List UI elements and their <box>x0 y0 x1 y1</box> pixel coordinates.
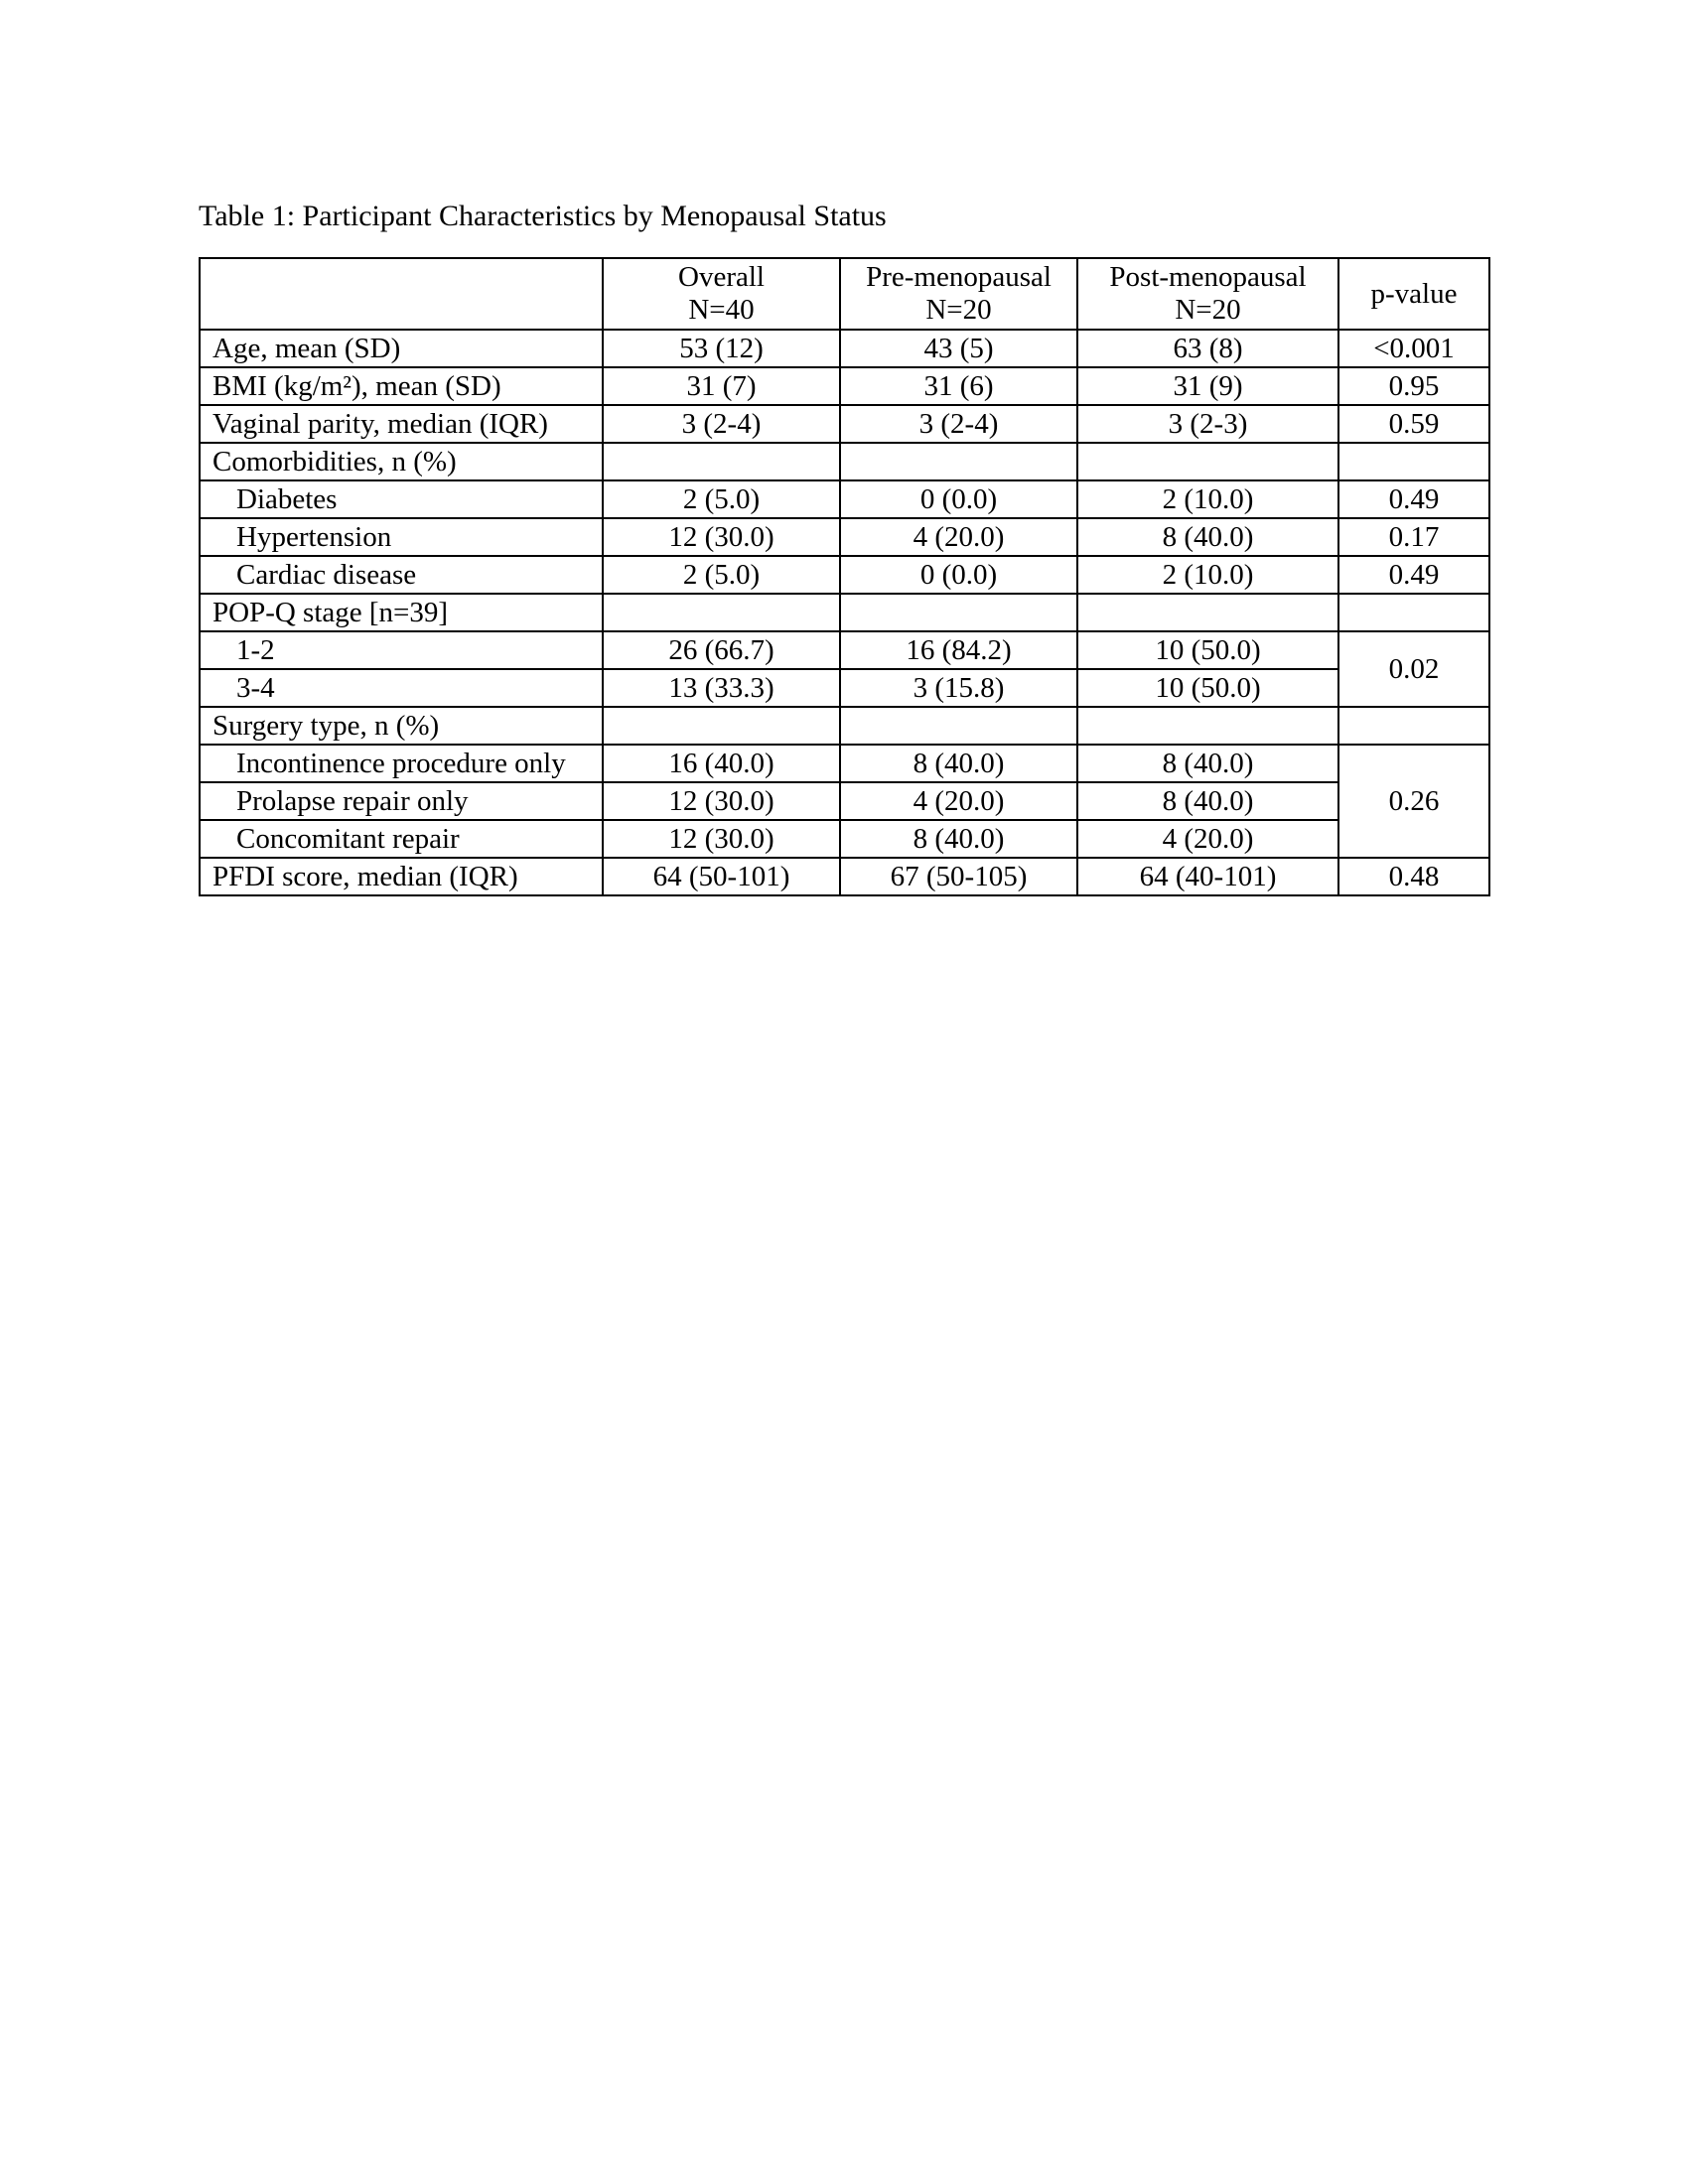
cell-post <box>1077 594 1338 631</box>
cell-overall: 12 (30.0) <box>603 518 840 556</box>
cell-p-value: 0.49 <box>1338 480 1489 518</box>
row-label: PFDI score, median (IQR) <box>200 858 603 895</box>
cell-pre: 8 (40.0) <box>840 745 1077 782</box>
table-row-hypertension <box>200 518 1489 556</box>
cell-post <box>1077 707 1338 745</box>
row-label: Incontinence procedure only <box>200 745 603 782</box>
table-row-bmi <box>200 367 1489 405</box>
cell-overall: 12 (30.0) <box>603 782 840 820</box>
cell-post: 63 (8) <box>1077 330 1338 367</box>
cell-post <box>1077 443 1338 480</box>
cell-pre <box>840 707 1077 745</box>
cell-post: 10 (50.0) <box>1077 631 1338 669</box>
cell-post: 4 (20.0) <box>1077 820 1338 858</box>
header-post-menopausal: Post-menopausal N=20 <box>1077 258 1338 330</box>
cell-overall: 3 (2-4) <box>603 405 840 443</box>
cell-post: 10 (50.0) <box>1077 669 1338 707</box>
header-pre-menopausal: Pre-menopausal N=20 <box>840 258 1077 330</box>
cell-overall <box>603 443 840 480</box>
cell-overall: 64 (50-101) <box>603 858 840 895</box>
table-row-diabetes <box>200 480 1489 518</box>
table-row-comorbidities <box>200 443 1489 480</box>
row-label: Surgery type, n (%) <box>200 707 603 745</box>
cell-pre: 4 (20.0) <box>840 518 1077 556</box>
row-label: 1-2 <box>200 631 603 669</box>
cell-post: 3 (2-3) <box>1077 405 1338 443</box>
cell-overall: 2 (5.0) <box>603 556 840 594</box>
row-label: Vaginal parity, median (IQR) <box>200 405 603 443</box>
table-caption: Table 1: Participant Characteristics by Menopausal Status <box>199 200 887 232</box>
cell-pre: 0 (0.0) <box>840 480 1077 518</box>
row-label: Concomitant repair <box>200 820 603 858</box>
cell-p-value <box>1338 443 1489 480</box>
row-label: Age, mean (SD) <box>200 330 603 367</box>
cell-pre: 3 (15.8) <box>840 669 1077 707</box>
header-overall: Overall N=40 <box>603 258 840 330</box>
table-row-popq-stage <box>200 594 1489 631</box>
table-row-incontinence-only <box>200 745 1489 782</box>
cell-overall <box>603 707 840 745</box>
cell-p-value: <0.001 <box>1338 330 1489 367</box>
cell-pre: 4 (20.0) <box>840 782 1077 820</box>
cell-post: 2 (10.0) <box>1077 556 1338 594</box>
table-row-vaginal-parity <box>200 405 1489 443</box>
cell-p-value <box>1338 594 1489 631</box>
row-label: BMI (kg/m²), mean (SD) <box>200 367 603 405</box>
cell-p-value: 0.48 <box>1338 858 1489 895</box>
cell-pre <box>840 594 1077 631</box>
cell-pre: 67 (50-105) <box>840 858 1077 895</box>
row-label: Comorbidities, n (%) <box>200 443 603 480</box>
row-label: 3-4 <box>200 669 603 707</box>
cell-pre: 0 (0.0) <box>840 556 1077 594</box>
header-empty <box>200 258 603 330</box>
table-row-concomitant <box>200 820 1489 858</box>
cell-pre <box>840 443 1077 480</box>
cell-post: 64 (40-101) <box>1077 858 1338 895</box>
table-row-popq-1-2 <box>200 631 1489 669</box>
cell-pre: 31 (6) <box>840 367 1077 405</box>
cell-overall: 53 (12) <box>603 330 840 367</box>
cell-pre: 8 (40.0) <box>840 820 1077 858</box>
cell-p-value: 0.02 <box>1338 631 1489 707</box>
cell-p-value: 0.49 <box>1338 556 1489 594</box>
cell-overall: 26 (66.7) <box>603 631 840 669</box>
cell-pre: 16 (84.2) <box>840 631 1077 669</box>
table-row-pfdi-score <box>200 858 1489 895</box>
cell-p-value: 0.17 <box>1338 518 1489 556</box>
table-row-cardiac-disease <box>200 556 1489 594</box>
table-header-row <box>200 258 1489 330</box>
participant-characteristics-table <box>199 257 1490 896</box>
cell-post: 8 (40.0) <box>1077 518 1338 556</box>
row-label: Prolapse repair only <box>200 782 603 820</box>
cell-overall: 13 (33.3) <box>603 669 840 707</box>
cell-overall: 12 (30.0) <box>603 820 840 858</box>
cell-overall: 16 (40.0) <box>603 745 840 782</box>
row-label: POP-Q stage [n=39] <box>200 594 603 631</box>
row-label: Hypertension <box>200 518 603 556</box>
cell-p-value <box>1338 707 1489 745</box>
cell-pre: 43 (5) <box>840 330 1077 367</box>
table-row-age <box>200 330 1489 367</box>
cell-post: 2 (10.0) <box>1077 480 1338 518</box>
cell-post: 8 (40.0) <box>1077 745 1338 782</box>
row-label: Cardiac disease <box>200 556 603 594</box>
cell-overall: 31 (7) <box>603 367 840 405</box>
cell-p-value: 0.26 <box>1338 745 1489 858</box>
cell-post: 8 (40.0) <box>1077 782 1338 820</box>
table-row-surgery-type <box>200 707 1489 745</box>
row-label: Diabetes <box>200 480 603 518</box>
cell-p-value: 0.59 <box>1338 405 1489 443</box>
header-p-value: p-value <box>1338 258 1489 330</box>
table-row-prolapse-only <box>200 782 1489 820</box>
cell-overall <box>603 594 840 631</box>
cell-pre: 3 (2-4) <box>840 405 1077 443</box>
cell-overall: 2 (5.0) <box>603 480 840 518</box>
table-row-popq-3-4 <box>200 669 1489 707</box>
cell-p-value: 0.95 <box>1338 367 1489 405</box>
cell-post: 31 (9) <box>1077 367 1338 405</box>
